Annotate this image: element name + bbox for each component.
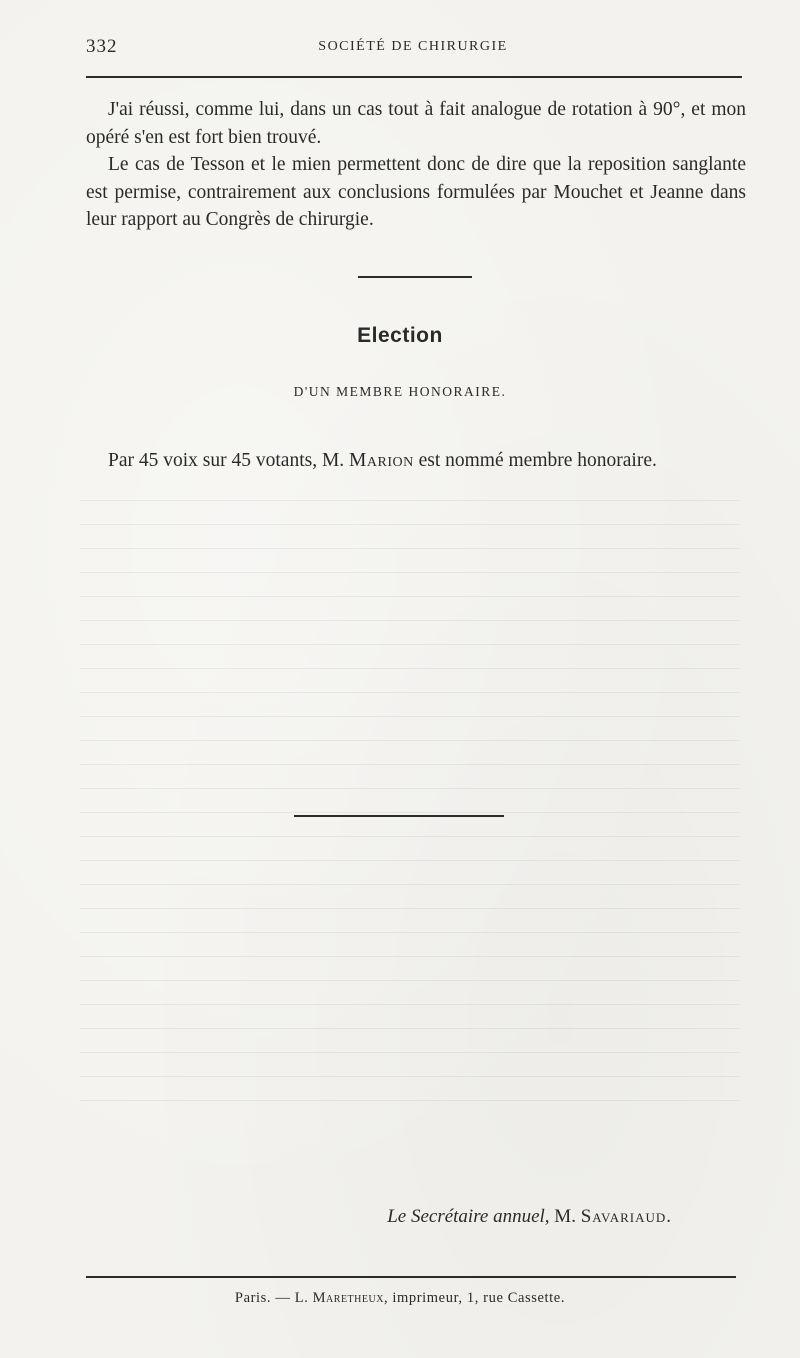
paragraph: Le cas de Tesson et le mien permettent donc de dire que la reposition sanglante est permise, contrairement aux conclusions formulées par Mouchet et Jeanne dans leur rapport au Congrès de chirurgie. <box>86 154 746 230</box>
imprint-dash: — <box>275 1290 291 1306</box>
signature-prefix: M. <box>554 1206 576 1227</box>
imprint-initial: L. <box>294 1290 309 1306</box>
election-text-end: est nommé membre honoraire. <box>418 450 657 471</box>
section-subtitle: D'UN MEMBRE HONORAIRE. <box>293 384 507 399</box>
bleed-through-texture <box>80 500 740 1120</box>
imprint-printer: Maretheux <box>312 1290 384 1306</box>
page-number: 332 <box>86 36 118 57</box>
header-rule <box>86 76 742 78</box>
running-head: SOCIÉTÉ DE CHIRURGIE <box>318 39 508 54</box>
page-header <box>86 36 740 58</box>
signature-role: Le Secrétaire annuel, <box>387 1206 550 1227</box>
imprint-details: , imprimeur, 1, rue Cassette. <box>383 1290 566 1306</box>
signature <box>86 1206 672 1228</box>
election-text-start: Par 45 voix sur 45 votants, M. <box>108 450 345 471</box>
body-text <box>86 96 746 234</box>
member-name: Marion <box>349 450 414 471</box>
election-result <box>86 447 746 475</box>
footer-rule <box>86 1276 736 1278</box>
section-separator <box>358 276 472 278</box>
paragraph: J'ai réussi, comme lui, dans un cas tout à fait analogue de rotation à 90°, et mon opéré s'en est fort bien trouvé. <box>86 99 746 148</box>
signature-name: Savariaud. <box>580 1206 672 1227</box>
election-paragraph <box>86 447 746 475</box>
imprint-city: Paris. <box>234 1290 272 1306</box>
end-separator <box>294 815 504 817</box>
section-title: Election <box>357 324 443 347</box>
printer-imprint <box>0 1290 800 1307</box>
